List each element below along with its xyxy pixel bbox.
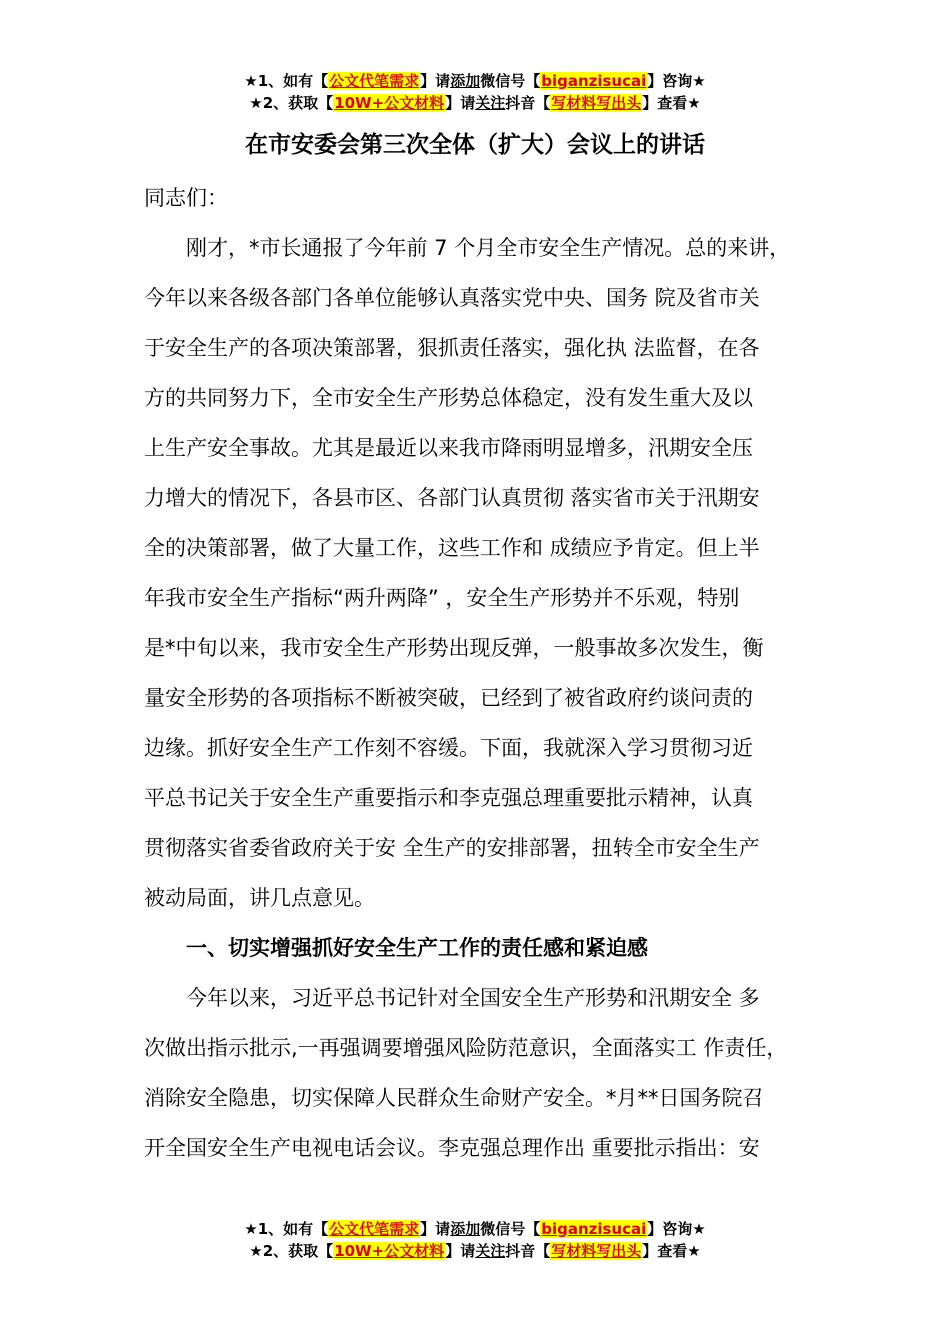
paragraph-line: 次做出指示批示,一再强调要增强风险防范意识，全面落实工 作责任，: [144, 1036, 788, 1060]
promo-text: 1、如有【: [257, 72, 329, 90]
paragraph-line: 力增大的情况下，各县市区、各部门认真贯彻 落实省市关于汛期安: [144, 486, 760, 510]
promo-text: 】咨询★: [647, 1220, 706, 1238]
promo-text: 抖音【: [505, 94, 551, 112]
star-icon: ★: [249, 1242, 263, 1260]
promo-line-2: [0, 92, 950, 114]
paragraph-line: 消除安全隐患，切实保障人民群众生命财产安全。*月**日国务院召: [144, 1086, 764, 1110]
star-icon: ★: [244, 72, 258, 90]
paragraph-line: 是*中旬以来，我市安全生产形势出现反弹，一般事故多次发生，衡: [144, 636, 764, 660]
paragraph-line: 年我市安全生产指标“两升两降” ，安全生产形势并不乐观，特别: [144, 586, 740, 610]
douyin-highlight: 写材料写出头: [551, 1242, 642, 1260]
highlight-text: 公文代笔需求: [329, 72, 420, 90]
douyin-highlight: 写材料写出头: [551, 94, 642, 112]
promo-text: 】咨询★: [647, 72, 706, 90]
promo-text: 】请: [420, 1220, 451, 1238]
paragraph-line: 全的决策部署，做了大量工作，这些工作和 成绩应予肯定。但上半: [144, 536, 760, 560]
paragraph-line: 平总书记关于安全生产重要指示和李克强总理重要批示精神，认真: [144, 786, 753, 810]
promo-text: 】查看★: [642, 1242, 701, 1260]
promo-text: 抖音【: [505, 1242, 551, 1260]
highlight-text: 公文代笔需求: [329, 1220, 420, 1238]
paragraph-line: 贯彻落实省委省政府关于安 全生产的安排部署，扭转全市安全生产: [144, 836, 760, 860]
promo-text: 】请: [420, 72, 451, 90]
highlight-text: 10W+公文材料: [334, 94, 445, 112]
promo-text: 2、获取【: [262, 1242, 334, 1260]
paragraph-line: 被动局面，讲几点意见。: [144, 886, 375, 910]
promo-text: 】请: [445, 1242, 476, 1260]
paragraph-line: 今年以来，习近平总书记针对全国安全生产形势和汛期安全 多: [144, 986, 760, 1010]
promo-text: 微信号【: [480, 72, 541, 90]
paragraph-line: 方的共同努力下，全市安全生产形势总体稳定，没有发生重大及以: [144, 386, 753, 410]
paragraph-line: 刚才，*市长通报了今年前 7 个月全市安全生产情况。总的来讲，: [144, 236, 791, 260]
wechat-id-highlight: biganzisucai: [541, 1220, 647, 1238]
wechat-id-highlight: biganzisucai: [541, 72, 647, 90]
section-heading: 一、切实增强抓好安全生产工作的责任感和紧迫感: [144, 936, 648, 960]
underlined-text: 关注: [475, 94, 506, 112]
promo-banner-top: [0, 70, 950, 114]
salutation: 同志们：: [144, 186, 228, 210]
star-icon: ★: [244, 1220, 258, 1238]
paragraph-line: 边缘。抓好安全生产工作刻不容缓。下面，我就深入学习贯彻习近: [144, 736, 753, 760]
promo-text: 】查看★: [642, 94, 701, 112]
paragraph-line: 于安全生产的各项决策部署，狠抓责任落实，强化执 法监督，在各: [144, 336, 760, 360]
underlined-text: 添加: [450, 1220, 481, 1238]
promo-line-1: [0, 70, 950, 92]
promo-text: 】请: [445, 94, 476, 112]
promo-text: 1、如有【: [257, 1220, 329, 1238]
paragraph-line: 上生产安全事故。尤其是最近以来我市降雨明显增多，汛期安全压: [144, 436, 753, 460]
document-title: 在市安委会第三次全体（扩大）会议上的讲话: [245, 132, 705, 158]
underlined-text: 关注: [475, 1242, 506, 1260]
underlined-text: 添加: [450, 72, 481, 90]
promo-line-2: [0, 1240, 950, 1262]
highlight-text: 10W+公文材料: [334, 1242, 445, 1260]
promo-text: 微信号【: [480, 1220, 541, 1238]
paragraph-line: 今年以来各级各部门各单位能够认真落实党中央、国务 院及省市关: [144, 286, 760, 310]
promo-banner-bottom: [0, 1218, 950, 1262]
promo-text: 2、获取【: [262, 94, 334, 112]
paragraph-line: 量安全形势的各项指标不断被突破，已经到了被省政府约谈问责的: [144, 686, 753, 710]
paragraph-line: 开全国安全生产电视电话会议。李克强总理作出 重要批示指出：安: [144, 1136, 760, 1160]
promo-line-1: [0, 1218, 950, 1240]
star-icon: ★: [249, 94, 263, 112]
